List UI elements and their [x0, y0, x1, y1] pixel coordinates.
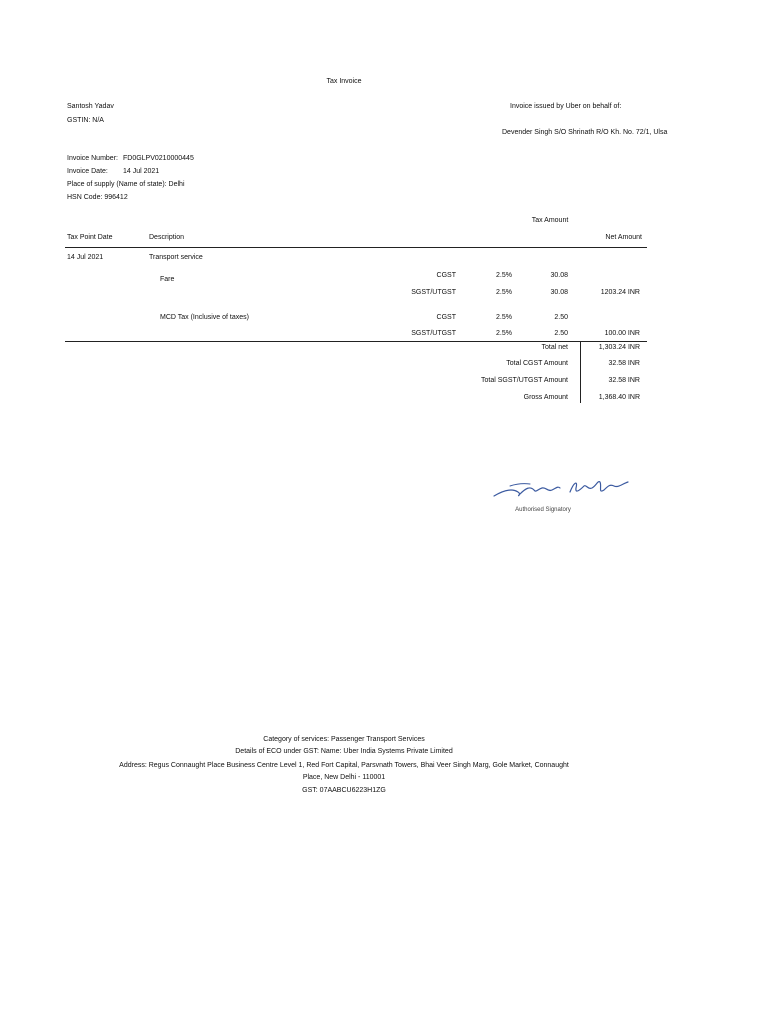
- tax-name: SGST/UTGST: [411, 330, 456, 337]
- tax-rate: 2.5%: [496, 289, 512, 296]
- header-divider: [65, 247, 647, 248]
- line-item: Fare: [160, 276, 175, 283]
- tax-amount-header: Tax Amount: [531, 217, 569, 224]
- line-item: MCD Tax (Inclusive of taxes): [160, 314, 249, 321]
- issuer-name: Devender Singh S/O Shrinath R/O Kh. No. 72/1, Ulsa: [502, 129, 668, 136]
- tax-rate: 2.5%: [496, 330, 512, 337]
- invoice-title: Tax Invoice: [326, 78, 362, 85]
- col-net-amount: Net Amount: [605, 234, 642, 241]
- tax-amount: 30.08: [550, 272, 568, 279]
- total-label: Gross Amount: [523, 394, 568, 401]
- issuer-heading: Invoice issued by Uber on behalf of:: [510, 103, 622, 110]
- total-value: 1,303.24 INR: [598, 344, 640, 351]
- invoice-date: 14 Jul 2021: [123, 168, 160, 175]
- hsn-code: HSN Code: 996412: [67, 194, 128, 201]
- footer-address-line1: Address: Regus Connaught Place Business Centre Level 1, Red Fort Capital, Parsvnath Towers, Bhai Veer Singh Marg, Gole Market, Connaught: [119, 762, 569, 769]
- col-description: Description: [149, 234, 185, 241]
- tax-point-date: 14 Jul 2021: [67, 254, 104, 261]
- tax-name: SGST/UTGST: [411, 289, 456, 296]
- customer-name: Santosh Yadav: [67, 103, 114, 110]
- customer-gstin: GSTIN: N/A: [67, 117, 104, 124]
- tax-rate: 2.5%: [496, 272, 512, 279]
- tax-name: CGST: [436, 272, 456, 279]
- footer-eco-details: Details of ECO under GST: Name: Uber India Systems Private Limited: [235, 748, 453, 755]
- total-label: Total CGST Amount: [506, 360, 568, 367]
- net-amount: 100.00 INR: [604, 330, 640, 337]
- col-tax-point-date: Tax Point Date: [67, 234, 113, 241]
- tax-amount: 2.50: [554, 330, 568, 337]
- total-label: Total net: [541, 344, 568, 351]
- invoice-number: FD0GLPV0210000445: [123, 155, 194, 162]
- total-value: 32.58 INR: [608, 377, 640, 384]
- invoice-number-label: Invoice Number:: [67, 155, 118, 162]
- footer-gst: GST: 07AABCU6223H1ZG: [302, 787, 386, 794]
- tax-amount: 2.50: [554, 314, 568, 321]
- net-amount: 1203.24 INR: [600, 289, 640, 296]
- total-label: Total SGST/UTGST Amount: [480, 377, 568, 384]
- footer-address-line2: Place, New Delhi - 110001: [302, 774, 386, 781]
- tax-name: CGST: [436, 314, 456, 321]
- tax-rate: 2.5%: [496, 314, 512, 321]
- total-value: 32.58 INR: [608, 360, 640, 367]
- signature-caption: Authorised Signatory: [515, 507, 571, 513]
- invoice-date-label: Invoice Date:: [67, 168, 108, 175]
- totals-divider: [65, 341, 647, 342]
- footer-category: Category of services: Passenger Transport Services: [263, 736, 425, 743]
- tax-amount: 30.08: [550, 289, 568, 296]
- service-description: Transport service: [149, 254, 203, 261]
- place-of-supply: Place of supply (Name of state): Delhi: [67, 181, 185, 188]
- total-value: 1,368.40 INR: [598, 394, 640, 401]
- signature-image: [490, 474, 640, 504]
